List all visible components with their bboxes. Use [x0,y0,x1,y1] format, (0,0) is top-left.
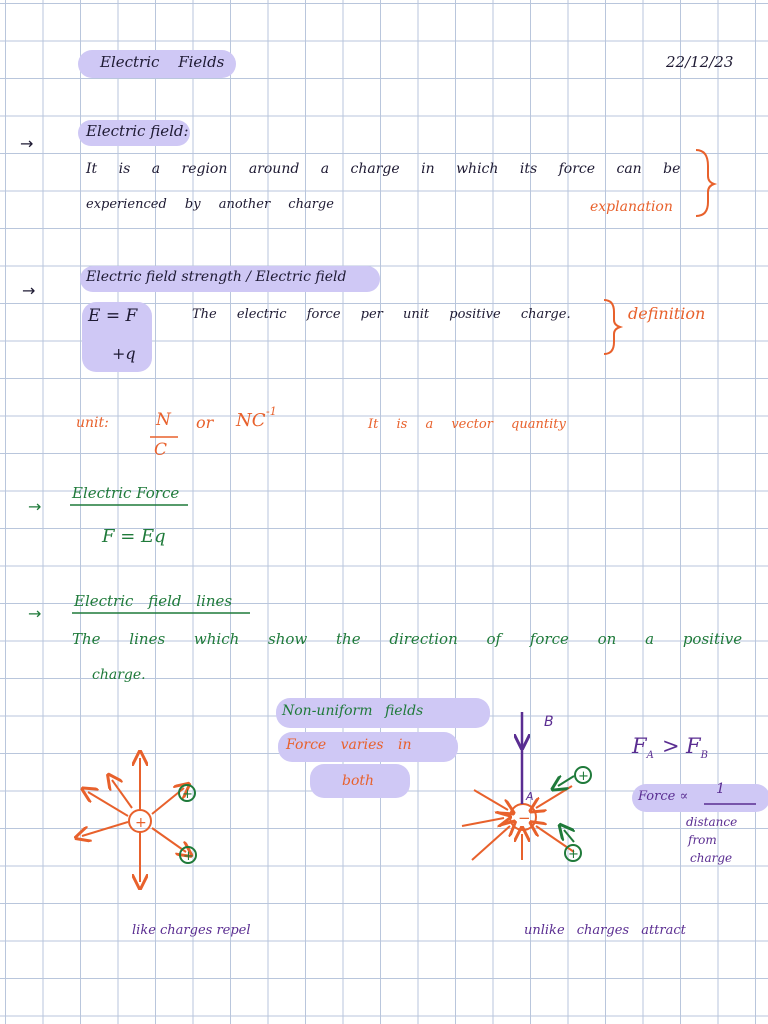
proportion-den-1: distance [686,815,738,829]
page-title: Electric Fields [100,53,225,71]
greater-than: > [662,734,680,758]
test-charge-right-2-sign: + [568,847,579,862]
explanation-brace [696,150,714,216]
unlike-charges-caption: unlike charges attract [524,923,686,938]
unit-c: C [154,440,168,460]
explanation-line-2: experienced by another charge [86,197,334,212]
force-a-symbol: F [632,734,647,758]
field-lines-heading: Electric field lines [74,592,233,610]
point-a-label: A [526,790,534,803]
electric-force-heading: Electric Force [72,484,180,502]
field-lines-line-1: The lines which show the direction of force on a positive [72,630,743,648]
electric-force-formula: F = Eq [102,526,166,547]
bullet-arrow-icon: → [22,281,36,300]
center-negative-charge: − [518,809,531,827]
nonuniform-title: Non-uniform fields [282,703,424,719]
proportion-den-2: from [688,833,717,847]
definition-note: definition [628,304,706,323]
point-b-label: B [544,714,554,730]
proportion-label: Force ∝ [638,789,689,804]
like-charges-caption: like charges repel [132,923,251,938]
force-varies-line-1: Force varies in [286,737,412,753]
formula-numerator: E = F [88,306,138,326]
force-a-subscript: A [646,750,654,762]
force-arrow-right-1 [558,776,574,786]
positive-charge-field [82,758,186,882]
proportion-den-3: charge [690,851,733,865]
explanation-note: explanation [590,199,673,215]
definition-text: The electric force per unit positive charge. [192,307,571,322]
electric-field-heading: Electric field: [86,122,189,140]
unit-nc: NC [236,410,266,431]
explanation-line-1: It is a region around a charge in which its force can be [86,161,681,177]
formula-denominator: +q [112,344,136,363]
bullet-arrow-icon: → [20,134,34,153]
unit-nc-exponent: -1 [266,405,277,418]
field-lines-line-2: charge. [92,667,146,683]
field-strength-heading: Electric field strength / Electric field [86,269,347,285]
unit-label: unit: [76,415,109,431]
definition-brace [604,300,620,354]
force-b-subscript: B [700,750,708,762]
test-charge-left-1-sign: + [182,787,193,802]
page-date: 22/12/23 [666,53,734,71]
bullet-arrow-icon: → [28,497,42,516]
bullet-arrow-icon: → [28,604,42,623]
test-charge-right-1-sign: + [578,769,589,784]
proportion-numerator: 1 [716,781,725,797]
test-charge-left-2-sign: + [183,849,194,864]
force-b-symbol: F [686,734,701,758]
force-arrow-right-2 [564,830,574,842]
unit-n: N [156,410,171,430]
center-positive-charge: + [135,815,147,831]
vector-note: It is a vector quantity [368,417,566,432]
force-varies-line-2: both [342,773,375,789]
unit-or: or [196,413,214,432]
